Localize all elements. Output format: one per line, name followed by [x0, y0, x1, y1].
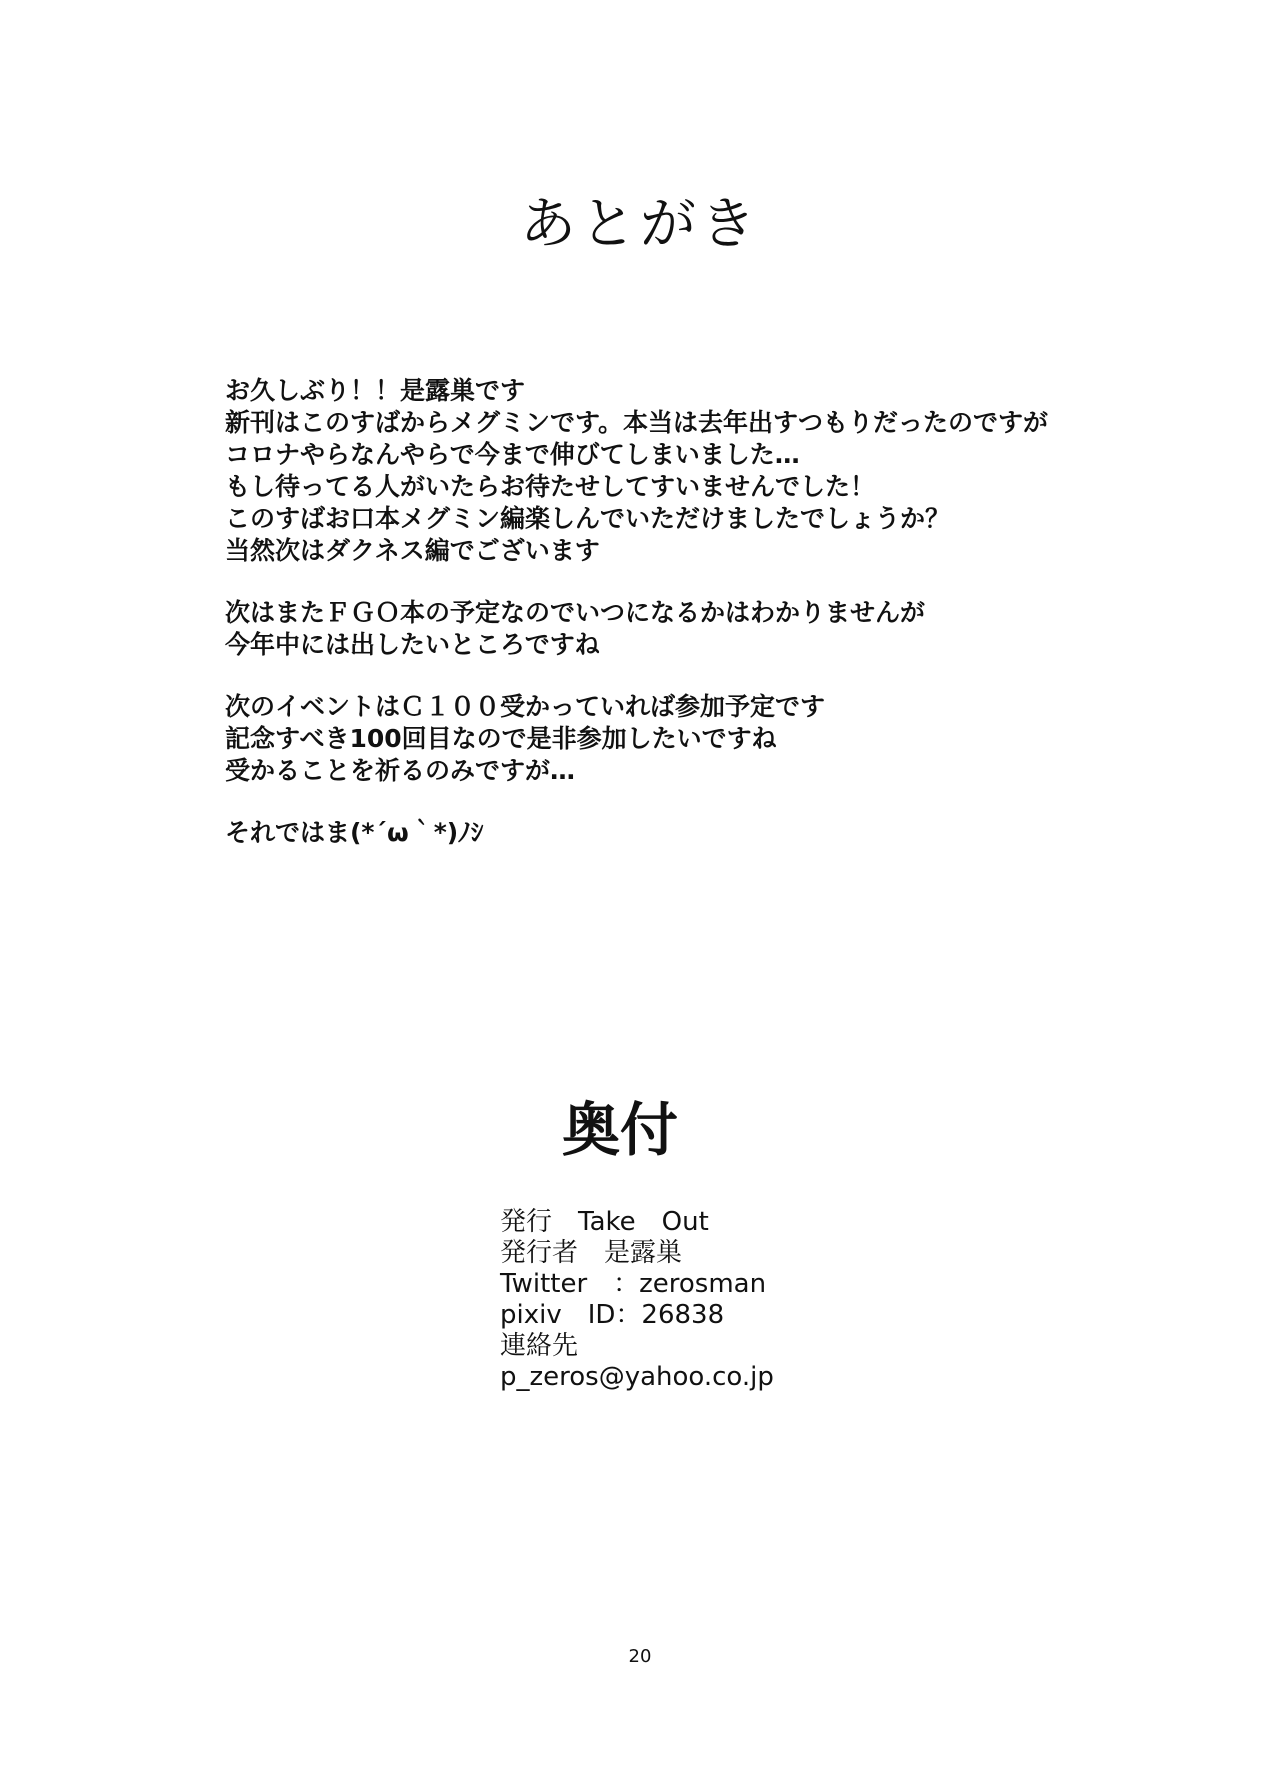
afterword-paragraph-3	[225, 691, 1125, 787]
afterword-line: もし待ってる人がいたらお待たせしてすいませんでした！	[225, 472, 876, 501]
afterword-paragraph-2	[225, 597, 1125, 661]
afterword-line: 次のイベントはＣ１００受かっていれば参加予定です	[225, 692, 826, 721]
afterword-paragraph-4	[225, 817, 1125, 849]
afterword-line: 受かることを祈るのみですが…	[225, 756, 576, 785]
pixiv-line: pixiv ID：26838	[500, 1300, 725, 1330]
afterword-body	[225, 375, 1125, 879]
afterword-paragraph-1	[225, 375, 1125, 567]
contact-label: 連絡先	[500, 1331, 579, 1361]
afterword-line: 新刊はこのすばからメグミンです。本当は去年出すつもりだったのですが	[225, 408, 1049, 437]
colophon-title: 奥付	[561, 1096, 678, 1164]
contact-email: p_zeros@yahoo.co.jp	[500, 1362, 774, 1392]
afterword-line: お久しぶり！！是露巣です	[225, 376, 526, 405]
publisher-line: 発行 Take Out	[500, 1207, 709, 1237]
author-line: 発行者 是露巣	[500, 1238, 683, 1268]
afterword-title: あとがき	[520, 192, 760, 257]
afterword-line: 当然次はダクネス編でございます	[225, 536, 600, 565]
afterword-line: コロナやらなんやらで今まで伸びてしまいました…	[225, 440, 800, 469]
afterword-line: それではま(*´ω｀*)ﾉｼ	[225, 818, 484, 847]
afterword-line: 今年中には出したいところですね	[225, 630, 600, 659]
twitter-line: Twitter ：zerosman	[500, 1269, 767, 1299]
afterword-line: 次はまたＦＧＯ本の予定なのでいつになるかはわかりませんが	[225, 598, 926, 627]
afterword-line: 記念すべき100回目なので是非参加したいですね	[225, 724, 777, 753]
colophon-info	[500, 1207, 774, 1393]
afterword-line: このすばお口本メグミン編楽しんでいただけましたでしょうか？	[225, 504, 951, 533]
page-number: 20	[628, 1646, 652, 1667]
